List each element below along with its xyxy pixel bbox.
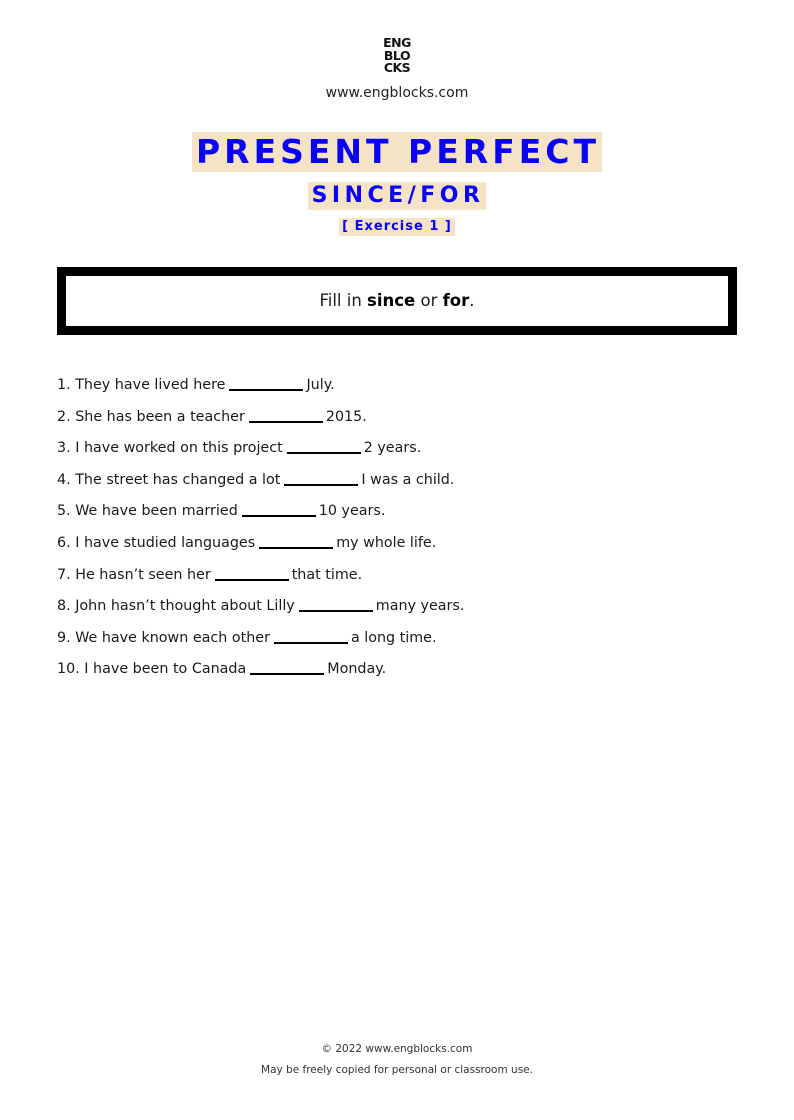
answer-blank[interactable] — [299, 596, 373, 612]
instruction-middle: or — [415, 291, 443, 310]
question-list — [57, 373, 464, 689]
instruction-box — [57, 267, 737, 335]
question-item — [57, 468, 464, 500]
question-text-after: many years. — [375, 598, 465, 615]
site-url: www.engblocks.com — [325, 85, 469, 101]
logo-line: ENG — [383, 35, 411, 50]
answer-blank[interactable] — [215, 565, 289, 581]
question-text-before: We have been married — [75, 503, 238, 520]
question-item — [57, 657, 464, 689]
question-text-after: that time. — [291, 566, 363, 583]
question-text-before: I have studied languages — [75, 534, 256, 551]
question-item — [57, 626, 464, 658]
question-text-after: 2 years. — [363, 440, 422, 457]
question-number: 10. — [57, 661, 80, 678]
instruction-suffix: . — [469, 291, 475, 310]
question-item — [57, 373, 464, 405]
question-number: 4. — [57, 471, 71, 488]
question-text-before: I have worked on this project — [75, 440, 283, 457]
instruction-word-for: for — [442, 291, 470, 310]
worksheet-title: PRESENT PERFECT — [192, 132, 602, 172]
question-number: 8. — [57, 598, 71, 615]
question-number: 1. — [57, 377, 71, 393]
question-item — [57, 436, 464, 468]
title-row — [0, 132, 794, 172]
instruction-word-since: since — [367, 291, 416, 310]
answer-blank[interactable] — [284, 470, 358, 486]
exercise-label: [ Exercise 1 ] — [339, 218, 455, 236]
logo-line: CKS — [383, 60, 411, 75]
question-text-after: July. — [306, 377, 335, 393]
question-number: 7. — [57, 566, 71, 583]
question-number: 2. — [57, 408, 71, 425]
answer-blank[interactable] — [229, 375, 303, 391]
question-number: 6. — [57, 534, 71, 551]
question-text-before: He hasn’t seen her — [75, 566, 211, 583]
question-text-before: They have lived here — [75, 377, 226, 393]
question-number: 9. — [57, 629, 71, 646]
answer-blank[interactable] — [287, 438, 361, 454]
question-text-after: I was a child. — [361, 471, 455, 488]
question-item — [57, 499, 464, 531]
question-item — [57, 405, 464, 437]
question-number: 5. — [57, 503, 71, 520]
question-text-before: We have known each other — [75, 629, 270, 646]
answer-blank[interactable] — [274, 628, 348, 644]
answer-blank[interactable] — [249, 407, 323, 423]
logo-line: BLO — [383, 47, 411, 63]
answer-blank[interactable] — [242, 501, 316, 517]
question-item — [57, 594, 464, 626]
question-number: 3. — [57, 440, 71, 457]
question-text-after: Monday. — [327, 661, 387, 678]
answer-blank[interactable] — [259, 533, 333, 549]
question-text-before: The street has changed a lot — [75, 471, 281, 488]
question-text-before: I have been to Canada — [84, 661, 247, 678]
answer-blank[interactable] — [250, 659, 324, 675]
instruction-prefix: Fill in — [319, 291, 368, 310]
exercise-row — [0, 215, 794, 236]
footer-copyright: © 2022 www.engblocks.com — [321, 1043, 473, 1055]
engblocks-logo — [0, 37, 794, 75]
question-text-after: a long time. — [350, 629, 437, 646]
question-text-after: 10 years. — [318, 503, 386, 520]
question-text-after: my whole life. — [336, 534, 437, 551]
worksheet-subtitle: SINCE/FOR — [308, 182, 487, 210]
footer-license: May be freely copied for personal or classroom use. — [261, 1064, 533, 1076]
question-text-before: She has been a teacher — [75, 408, 245, 425]
question-text-before: John hasn’t thought about Lilly — [75, 598, 295, 615]
question-text-after: 2015. — [325, 408, 367, 425]
subtitle-row — [0, 182, 794, 210]
question-item — [57, 531, 464, 563]
question-item — [57, 563, 464, 595]
